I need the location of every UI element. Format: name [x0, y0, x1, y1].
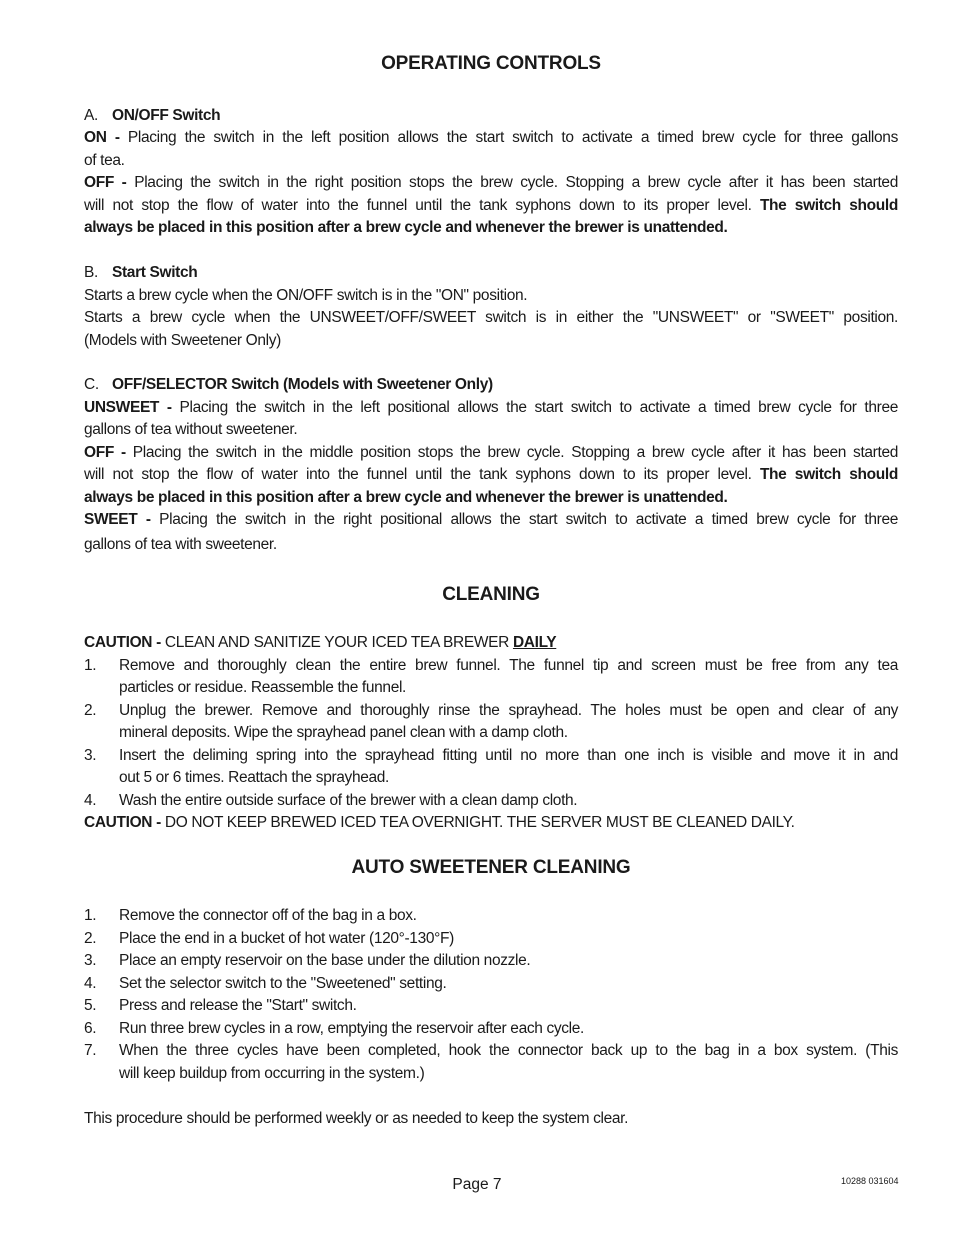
section-c-title: OFF/SELECTOR Switch (Models with Sweetener Only)	[112, 376, 493, 393]
step-number: 1.	[84, 907, 97, 924]
step-number: 2.	[84, 930, 97, 947]
section-a-off-line1	[84, 172, 898, 195]
step-text-2: particles or residue. Reassemble the funnel.	[119, 679, 407, 696]
step-number: 1.	[84, 657, 97, 674]
cleaning-step-3	[84, 745, 898, 790]
off-text: Placing the switch in the right position stops the brew cycle. Stopping a brew cycle after it has been started	[134, 174, 898, 191]
document-code: 10288 031604	[841, 1176, 899, 1186]
page-number: Page 7	[452, 1176, 502, 1193]
step-text: Place an empty reservoir on the base under the dilution nozzle.	[119, 952, 531, 969]
step-text: Wash the entire outside surface of the brewer with a clean damp cloth.	[119, 792, 578, 809]
section-a-title: ON/OFF Switch	[112, 107, 221, 124]
heading-cleaning: CLEANING	[442, 584, 540, 605]
section-b-line2: Starts a brew cycle when the UNSWEET/OFF/SWEET switch is in either the "UNSWEET" or "SWEET" position.	[84, 309, 898, 326]
section-b-line3: (Models with Sweetener Only)	[84, 332, 281, 349]
step-number: 3.	[84, 747, 97, 764]
section-c-letter: C.	[84, 376, 99, 393]
section-a-letter: A.	[84, 107, 98, 124]
step-number: 7.	[84, 1042, 97, 1059]
step-text: When the three cycles have been completed, hook the connector back up to the bag in a box system. (This	[119, 1042, 898, 1059]
section-c-unsweet-line1	[84, 397, 898, 420]
cleaning-caution-1	[84, 632, 898, 655]
cleaning-caution-2	[84, 812, 898, 835]
step-text: Unplug the brewer. Remove and thoroughly rinse the sprayhead. The holes must be open and clear of any	[119, 702, 898, 719]
section-c-off-line1	[84, 442, 898, 465]
step-number: 2.	[84, 702, 97, 719]
step-text: Run three brew cycles in a row, emptying the reservoir after each cycle.	[119, 1020, 584, 1037]
section-b-letter: B.	[84, 264, 98, 281]
cleaning-step-1	[84, 655, 898, 700]
section-b-title: Start Switch	[112, 264, 198, 281]
off-text-c: Placing the switch in the middle position stops the brew cycle. Stopping a brew cycle after it has been started	[132, 444, 898, 461]
auto-procedure-note: This procedure should be performed weekly or as needed to keep the system clear.	[84, 1110, 629, 1127]
caution-text-2: DO NOT KEEP BREWED ICED TEA OVERNIGHT. THE SERVER MUST BE CLEANED DAILY.	[164, 814, 795, 831]
step-number: 4.	[84, 975, 97, 992]
section-c-off-line2	[84, 464, 898, 487]
sweet-label: SWEET -	[84, 511, 151, 528]
step-text: Remove and thoroughly clean the entire brew funnel. The funnel tip and screen must be free from any tea	[119, 657, 898, 674]
section-c-unsweet-line2: gallons of tea without sweetener.	[84, 421, 298, 438]
unsweet-label: UNSWEET -	[84, 399, 172, 416]
section-a-on-line2: of tea.	[84, 152, 125, 169]
caution-label-2: CAUTION -	[84, 814, 161, 831]
heading-operating-controls: OPERATING CONTROLS	[381, 53, 601, 74]
section-c-sweet-line1	[84, 509, 898, 532]
caution-label-1: CAUTION -	[84, 634, 161, 651]
step-number: 6.	[84, 1020, 97, 1037]
step-text-2: will keep buildup from occurring in the system.)	[119, 1065, 425, 1082]
section-b-line1: Starts a brew cycle when the ON/OFF switch is in the "ON" position.	[84, 287, 528, 304]
unsweet-text: Placing the switch in the left positional allows the start switch to activate a timed brew cycle for three	[179, 399, 898, 416]
step-text: Press and release the "Start" switch.	[119, 997, 357, 1014]
off-label-c: OFF -	[84, 444, 126, 461]
section-a-title-line	[84, 105, 898, 128]
off-text-2: will not stop the flow of water into the funnel until the tank syphons down to its proper level.	[84, 197, 752, 214]
section-a-off-line2	[84, 195, 898, 218]
step-number: 5.	[84, 997, 97, 1014]
section-c-off-warning: always be placed in this position after a brew cycle and whenever the brewer is unattended.	[84, 489, 728, 506]
step-text: Set the selector switch to the "Sweetened" setting.	[119, 975, 447, 992]
step-text: Remove the connector off of the bag in a box.	[119, 907, 417, 924]
heading-auto-sweetener-cleaning: AUTO SWEETENER CLEANING	[351, 857, 631, 878]
daily-emphasis: DAILY	[512, 634, 557, 651]
on-label: ON -	[84, 129, 120, 146]
sweet-text: Placing the switch in the right positional allows the start switch to activate a timed brew cycle for three	[159, 511, 898, 528]
caution-text-1: CLEAN AND SANITIZE YOUR ICED TEA BREWER	[164, 634, 509, 651]
off-text-c-2: will not stop the flow of water into the funnel until the tank syphons down to its proper level.	[84, 466, 752, 483]
step-text: Insert the deliming spring into the sprayhead fitting until no more than one inch is visible and move it in and	[119, 747, 898, 764]
off-warning-c-start: The switch should	[759, 466, 898, 483]
section-c-sweet-line2: gallons of tea with sweetener.	[84, 536, 277, 553]
auto-step-7	[84, 1040, 898, 1085]
section-b-title-line	[84, 262, 898, 285]
off-label: OFF -	[84, 174, 127, 191]
step-text: Place the end in a bucket of hot water (120°-130°F)	[119, 930, 454, 947]
step-text-2: mineral deposits. Wipe the sprayhead panel clean with a damp cloth.	[119, 724, 568, 741]
step-text-2: out 5 or 6 times. Reattach the sprayhead.	[119, 769, 389, 786]
step-number: 3.	[84, 952, 97, 969]
cleaning-step-2	[84, 700, 898, 745]
off-warning-start: The switch should	[759, 197, 898, 214]
section-c-title-line	[84, 374, 898, 397]
step-number: 4.	[84, 792, 97, 809]
section-a-off-warning: always be placed in this position after a brew cycle and whenever the brewer is unattended.	[84, 219, 728, 236]
section-a-on-line1	[84, 127, 898, 150]
on-text: Placing the switch in the left position allows the start switch to activate a timed brew cycle for three gallons	[127, 129, 898, 146]
